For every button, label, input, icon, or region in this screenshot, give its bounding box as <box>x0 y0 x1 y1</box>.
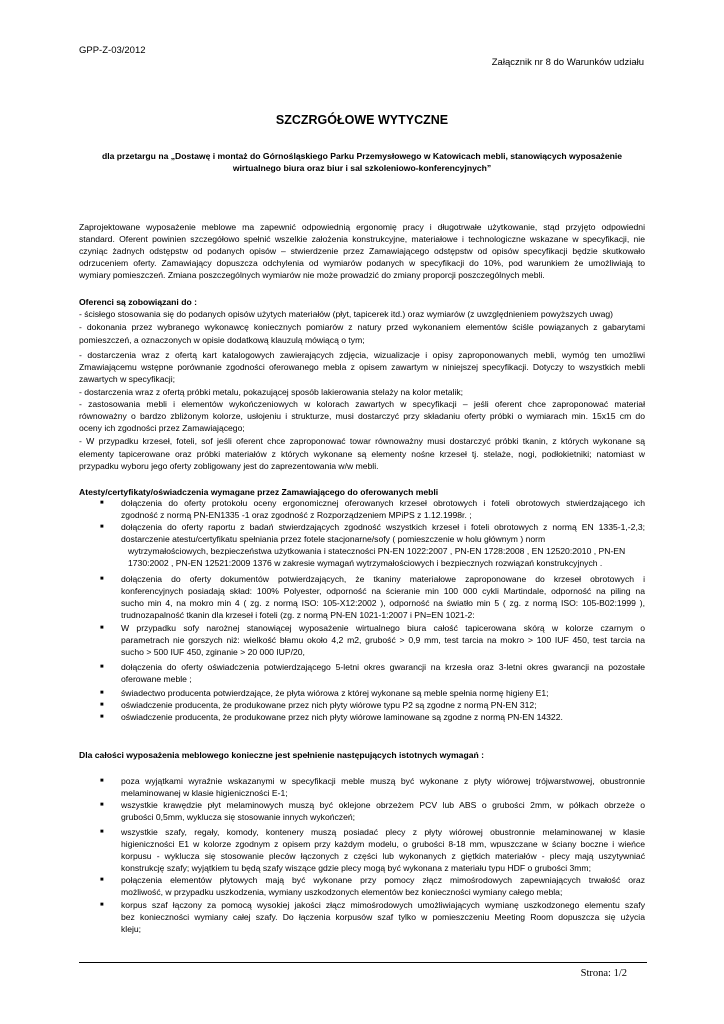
certificate-line: zgodność z normą PN-EN1335 -1 oraz zgodność z Rozporządzeniem MPiPS z 1.12.1998r. ; <box>121 510 472 520</box>
obligation-line: pomieszczeń, a oznaczonych w opisie dodatkową klauzulą mówiącą o tym; <box>79 335 365 345</box>
intro-line: wymiary pomieszczeń. Zmiana poszczególnych wymiarów nie może prowadzić do zmiany proporcji poszczególnych mebli. <box>79 270 545 280</box>
obligation-line: - dostarczenia wraz z ofertą kart katalogowych zawierających zdjęcia, wizualizacje i opisy zaproponowanych mebli, wymóg ten umożliwi <box>79 350 645 360</box>
bullet-marker: ■ <box>100 714 104 720</box>
bullet-marker: ■ <box>100 625 104 631</box>
obligation-line: Zmawiającemu wstępne porównanie zgodności oferowanego mebla z opisem zawartym w niniejszej specyfikacji. Dotyczy to wszystkich mebli <box>79 362 645 372</box>
requirement-line: połączenia elementów płytowych mają być wykonane przy pomocy złącz mimośrodowych zapewniających trwałość oraz <box>121 875 645 885</box>
certificate-line: sucho min 4, na mokro min 4 ( zg. z normą ISO: 105-X12:2002 ), odporność na światło min 5 ( zg. z normą ISO: 105-B02:1999 ), <box>121 598 645 608</box>
intro-line: czyniąc żadnych odstępstw od podanych opisów – stwierdzenie przez Zamawiającego odstępstw od opisów specyfikacji będzie skutkowało <box>79 246 645 256</box>
obligation-line: przypadku wyboru jego oferty zobligowany jest do zaprezentowania w/w mebli. <box>79 461 379 471</box>
bullet-marker: ■ <box>100 778 104 784</box>
certificate-line: oświadczenie producenta, że produkowane przez nich płyty wiórowe typu P2 są zgodne z normą PN-EN 312; <box>121 700 537 710</box>
intro-line: Zaprojektowane wyposażenie meblowe ma zapewnić odpowiednią ergonomię pracy i długotrwałe użytkowanie, stąd przyjęto odpowiedni <box>79 222 645 232</box>
certificate-line: dołączenia do oferty dokumentów potwierdzających, że tkaniny materiałowe zaproponowane do krzeseł obrotowych i <box>121 574 645 584</box>
certificate-line: trudnozapalność tkanin dla krzeseł i foteli (zg. z normą PN-EN 1021-1:2007 i PN=EN 1021-2: <box>121 610 475 620</box>
obligation-line: - zastosowania mebli i elementów wykończeniowych w kolorach zawartych w specyfikacji – jeśli oferent chce zaproponować materiał <box>79 399 645 409</box>
certificate-line: sucho > 500 IUF 450, zginanie > 20 000 IUP/20, <box>121 647 305 657</box>
requirement-line: higieniczności E1 w kolorze zgodnym z opisem przy każdym modelu, o grubości 8-18 mm, wpuszczane w ściany boczne i wieńce <box>121 839 645 849</box>
certificate-line: dołączenia do oferty oświadczenia potwierdzającego 5-letni okres gwarancji na krzesła oraz 3-letni okres gwarancji na pozostałe <box>121 662 645 672</box>
requirement-line: możliwość, w przypadku uszkodzenia, wymiany uszkodzonych elementów bez konieczności wymiany całego mebla; <box>121 887 563 897</box>
bullet-marker: ■ <box>100 664 104 670</box>
certificate-line: dołączenia do oferty raportu z badań stwierdzających zgodność wszystkich krzeseł i foteli obrotowych z normą EN 1335-1,-2,3; <box>121 522 645 532</box>
section-heading: Atesty/certyfikaty/oświadczenia wymagane przez Zamawiającego do oferowanych mebli <box>79 487 439 497</box>
section-heading: Oferenci są zobowiązani do : <box>79 297 197 307</box>
obligation-line: zawartych w specyfikacji; <box>79 374 175 384</box>
obligation-line: - ścisłego stosowania się do podanych opisów użytych materiałów (płyt, tapicerek itd.) oraz wymiarów (z uwzględnieniem powyższych uwag) <box>79 309 613 319</box>
certificate-line: świadectwo producenta potwierdzające, że płyta wiórowa z której wykonane są meble spełnia normę higieny E1; <box>121 688 549 698</box>
bullet-marker: ■ <box>100 690 104 696</box>
requirement-line: melaminowanej w klasie higieniczności E-1; <box>121 788 288 798</box>
obligation-line: - dostarczenia wraz z ofertą próbki metalu, pokazującej sposób lakierowania stelaży na kolor metalik; <box>79 387 464 397</box>
requirement-line: korpus szaf łączony za pomocą wysokiej jakości złącz mimośrodowych umożliwiających wymianę uszkodzonego elementu szafy <box>121 900 645 910</box>
page-title: SZCZRGÓŁOWE WYTYCZNE <box>275 113 449 127</box>
certificate-line: W przypadku sofy narożnej stanowiącej wyposażenie wirtualnego biura całość tapicerowana skórą w kolorze czarnym o <box>121 623 645 633</box>
bullet-marker: ■ <box>100 576 104 582</box>
bullet-marker: ■ <box>100 524 104 530</box>
requirement-line: korpusu - wyklucza się stosowanie pleców łączonych z części lub wykonanych z giętkich materiałów - plecy mają uszytywniać <box>121 851 645 861</box>
certificate-line: dołączenia do oferty protokołu oceny ergonomicznej oferowanych krzeseł obrotowych i foteli obrotowych stwierdzającego ich <box>121 498 645 508</box>
attachment-label: Załącznik nr 8 do Warunków udziału <box>491 57 644 68</box>
certificate-line: 1730:2002 , PN-EN 12521:2009 1376 w zakresie wymagań wytrzymałościowych i bezpiecznych rozwiązań konstrukcyjnych . <box>128 558 603 568</box>
obligation-line: elementy tapicerowane oraz próbki materiałów z których wykonane są elementy nośne krzeseł tj. stelaże, nogi, podłokietniki; natomiast w <box>79 449 645 459</box>
bullet-marker: ■ <box>100 500 104 506</box>
footer-rule <box>79 962 647 963</box>
obligation-line: równoważny o bardzo zbliżonym kolorze, usłojeniu i strukturze, musi dostarczyć przy składaniu oferty próbki o wymiarach min. 15x15 cm do <box>79 411 645 421</box>
page-number: Strona: 1/2 <box>580 968 627 979</box>
certificate-line: oferowane meble ; <box>121 674 192 684</box>
intro-line: standard. Oferent powinien szczegółowo spełnić wszelkie założenia konstrukcyjne, materiałowe i technologiczne wskazane w specyfikacji, nie <box>79 234 645 244</box>
requirement-line: bez konieczności wymiany całej szafy. Do łączenia korpusów szaf tylko w pomieszczeniu Meeting Room dopuszcza się użycia <box>121 912 645 922</box>
obligation-line: oceny ich zgodności przez Zamawiającego; <box>79 423 245 433</box>
section-heading: Dla całości wyposażenia meblowego konieczne jest spełnienie następujących istotnych wymagań : <box>79 750 484 760</box>
requirement-line: wszystkie szafy, regały, komody, kontenery muszą posiadać plecy z płyty wiórowej obustronnie melaminowanej w klasie <box>121 827 645 837</box>
certificate-line: parametrach nie gorszych niż: wielkość błamu około 4,2 m2, grubość > 0,9 mm, test tarcia na mokro > 100 IUF 450, test tarcia na <box>121 635 645 645</box>
requirement-line: poza wyjątkami wyraźnie wskazanymi w specyfikacji meble muszą być wykonane z płyty wiórowej trójwarstwowej, obustronnie <box>121 776 645 786</box>
certificate-line: dostarczenie atestu/certyfikatu spełniania przez fotele stacjonarne/sofy ( pomieszczenie w holu głównym ) norm <box>121 534 546 544</box>
intro-line: odrzuceniem oferty. Zamawiający dopuszcza odchylenia od wymiarów podanych w specyfikacji do 10%, pod warunkiem że umożliwiają to <box>79 258 645 268</box>
requirement-line: grubości 0,5mm, wyklucza się stosowanie innych wykończeń; <box>121 812 356 822</box>
document-reference: GPP-Z-03/2012 <box>79 45 146 56</box>
bullet-marker: ■ <box>100 702 104 708</box>
subtitle-line: dla przetargu na „Dostawę i montaż do Górnośląskiego Parku Przemysłowego w Katowicach mebli, stanowiących wyposażenie <box>101 151 623 161</box>
bullet-marker: ■ <box>100 902 104 908</box>
subtitle-line: wirtualnego biura oraz biur i sal szkoleniowo-konferencyjnych” <box>232 163 492 173</box>
bullet-marker: ■ <box>100 829 104 835</box>
requirement-line: konstrukcję szafy; wyjątkiem tu będą szafy wiszące gdzie plecy mogą być wykonana z materiału typu HDF o grubości 3mm; <box>121 863 591 873</box>
obligation-line: - W przypadku krzeseł, foteli, sof jeśli oferent chce zaproponować towar równoważny musi dostarczyć próbki tkanin, z których wykonane są <box>79 436 645 446</box>
requirement-line: kleju; <box>121 924 142 934</box>
bullet-marker: ■ <box>100 802 104 808</box>
obligation-line: - dokonania przez wybranego wykonawcę koniecznych pomiarów z natury przed wykonaniem elementów ściśle powiązanych z gabarytami <box>79 322 645 332</box>
requirement-line: wszystkie krawędzie płyt melaminowych muszą być oklejone obrzeżem PCV lub ABS o grubości 2mm, w półkach obrzeże o <box>121 800 645 810</box>
bullet-marker: ■ <box>100 877 104 883</box>
certificate-line: oświadczenie producenta, że produkowane przez nich płyty wiórowe laminowane są zgodne z normą PN-EN 14322. <box>121 712 563 722</box>
certificate-line: konferencyjnych posiadają skład: 100% Polyester, odporność na ścieranie min 100 000 cykli Martindale, odporność na piling na <box>121 586 645 596</box>
certificate-line: wytrzymałościowych, bezpieczeństwa użytkowania i stateczności PN-EN 1022:2007 , PN-EN 1728:2008 , EN 12520:2010 , PN-EN <box>128 546 626 556</box>
